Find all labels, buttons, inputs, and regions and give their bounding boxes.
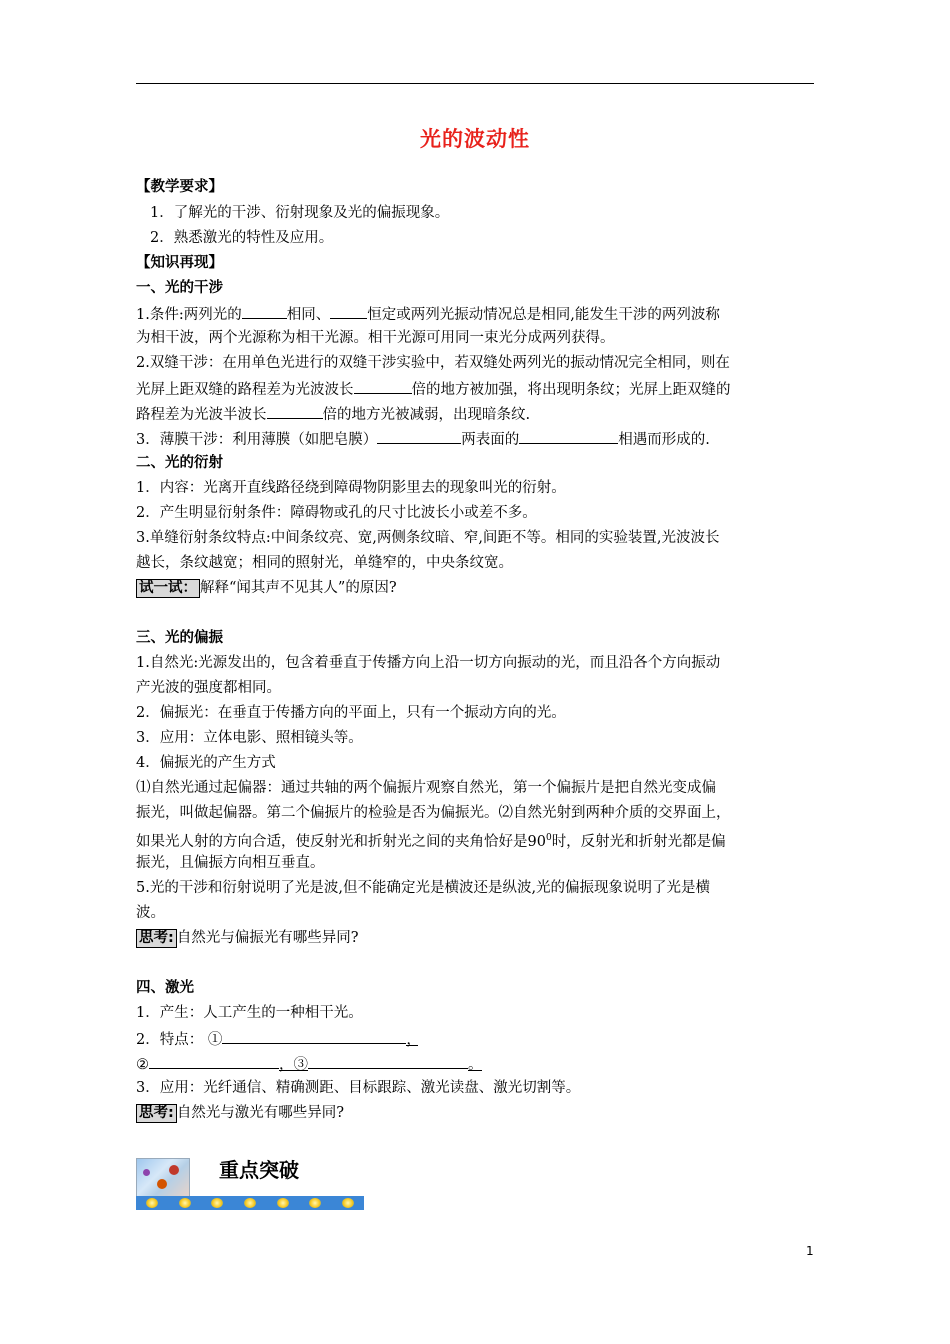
sun-icon [277, 1198, 289, 1208]
text-line: 光屏上距双缝的路程差为光波波长 倍的地方被加强，将出现明条纹；光屏上距双缝的 [136, 378, 816, 400]
fill-blank[interactable] [242, 303, 287, 319]
think-label: 思考: [136, 1104, 177, 1123]
fill-blank[interactable] [149, 1053, 279, 1069]
laser-features-line: 2．特点： ① ， [136, 1028, 816, 1050]
requirement-item: 1．了解光的干涉、衍射现象及光的偏振现象。 [150, 205, 450, 221]
section-laser-heading: 四、激光 [136, 980, 194, 996]
text-line: 3．应用：光纤通信、精确测距、目标跟踪、激光读盘、激光切割等。 [136, 1080, 581, 1096]
laser-features-line: ② ，③ 。 [136, 1053, 816, 1075]
text-line: 产光波的强度都相同。 [136, 680, 281, 696]
thin-film-text: 3．薄膜干涉：利用薄膜（如肥皂膜） 两表面的 相遇而形成的. [136, 428, 816, 450]
sun-icon [179, 1198, 191, 1208]
text-line: 如果光人射的方向合适，使反射光和折射光之间的夹角恰好是$90^0$时，反射光和折射光都是偏 [136, 833, 726, 850]
text-line: 1．产生：人工产生的一种相干光。 [136, 1005, 363, 1021]
text-line: 路程差为光波半波长 倍的地方光被减弱，出现暗条纹. [136, 403, 816, 425]
double-slit-text: 2.双缝干涉：在用单色光进行的双缝干涉实验中，若双缝处两列光的振动情况完全相同，则在 [136, 355, 730, 371]
interference-condition: 1.条件:两列光的 相同、 恒定或两列光振动情况总是相同,能发生干涉的两列波称 [136, 303, 816, 325]
teaching-requirements-heading: 【教学要求】 [136, 179, 223, 195]
text-line: 2．产生明显衍射条件：障碍物或孔的尺寸比波长小或差不多。 [136, 505, 537, 521]
fill-blank[interactable] [330, 303, 367, 319]
decorative-emblem-icon [136, 1158, 190, 1198]
text-line: 3．应用：立体电影、照相镜头等。 [136, 730, 363, 746]
fill-blank[interactable] [267, 403, 323, 419]
section-interference-heading: 一、光的干涉 [136, 280, 223, 296]
think-line: 思考: 自然光与激光有哪些异同? [136, 1103, 816, 1123]
text-line: 3.单缝衍射条纹特点:中间条纹亮、宽,两侧条纹暗、窄,间距不等。相同的实验装置,光波波长 [136, 530, 720, 546]
text-line: 波。 [136, 905, 165, 921]
fill-blank[interactable] [519, 428, 618, 444]
think-line: 思考: 自然光与偏振光有哪些异同? [136, 928, 816, 948]
try-it-line: 试一试： 解释“闻其声不见其人”的原因? [136, 578, 816, 598]
knowledge-heading: 【知识再现】 [136, 255, 223, 271]
text-line: 2．偏振光：在垂直于传播方向的平面上，只有一个振动方向的光。 [136, 705, 566, 721]
text-line: 1．内容：光离开直线路径绕到障碍物阴影里去的现象叫光的衍射。 [136, 480, 566, 496]
fill-blank[interactable] [354, 378, 412, 394]
sun-icon [244, 1198, 256, 1208]
text-line: 越长，条纹越宽；相同的照射光，单缝窄的，中央条纹宽。 [136, 555, 513, 571]
text-line: 4．偏振光的产生方式 [136, 755, 276, 771]
sun-icon [211, 1198, 223, 1208]
requirement-item: 2．熟悉激光的特性及应用。 [150, 230, 334, 246]
text-line: 为相干波，两个光源称为相干光源。相干光源可用同一束光分成两列获得。 [136, 330, 615, 346]
decorative-sun-strip [136, 1196, 364, 1210]
focus-heading: 重点突破 [219, 1158, 299, 1182]
sun-icon [146, 1198, 158, 1208]
think-label: 思考: [136, 929, 177, 948]
fill-blank[interactable] [377, 428, 461, 444]
text-line: 5.光的干涉和衍射说明了光是波,但不能确定光是横波还是纵波,光的偏振现象说明了光是横 [136, 880, 711, 896]
sun-icon [342, 1198, 354, 1208]
text-line: ⑴自然光通过起偏器：通过共轴的两个偏振片观察自然光，第一个偏振片是把自然光变成偏 [136, 780, 716, 796]
header-rule [136, 83, 814, 84]
try-it-label: 试一试： [136, 579, 200, 598]
text-line: 1.自然光:光源发出的，包含着垂直于传播方向上沿一切方向振动的光，而且沿各个方向振动 [136, 655, 721, 671]
text-line: 振光，叫做起偏器。第二个偏振片的检验是否为偏振光。⑵自然光射到两种介质的交界面上， [136, 805, 731, 821]
section-polarization-heading: 三、光的偏振 [136, 630, 223, 646]
section-diffraction-heading: 二、光的衍射 [136, 455, 223, 471]
fill-blank[interactable] [222, 1028, 406, 1044]
text-line: 振光，且偏振方向相互垂直。 [136, 855, 325, 871]
fill-blank[interactable] [308, 1053, 468, 1069]
page-number: 1 [806, 1244, 814, 1258]
sun-icon [309, 1198, 321, 1208]
page-title: 光的波动性 [420, 127, 530, 151]
